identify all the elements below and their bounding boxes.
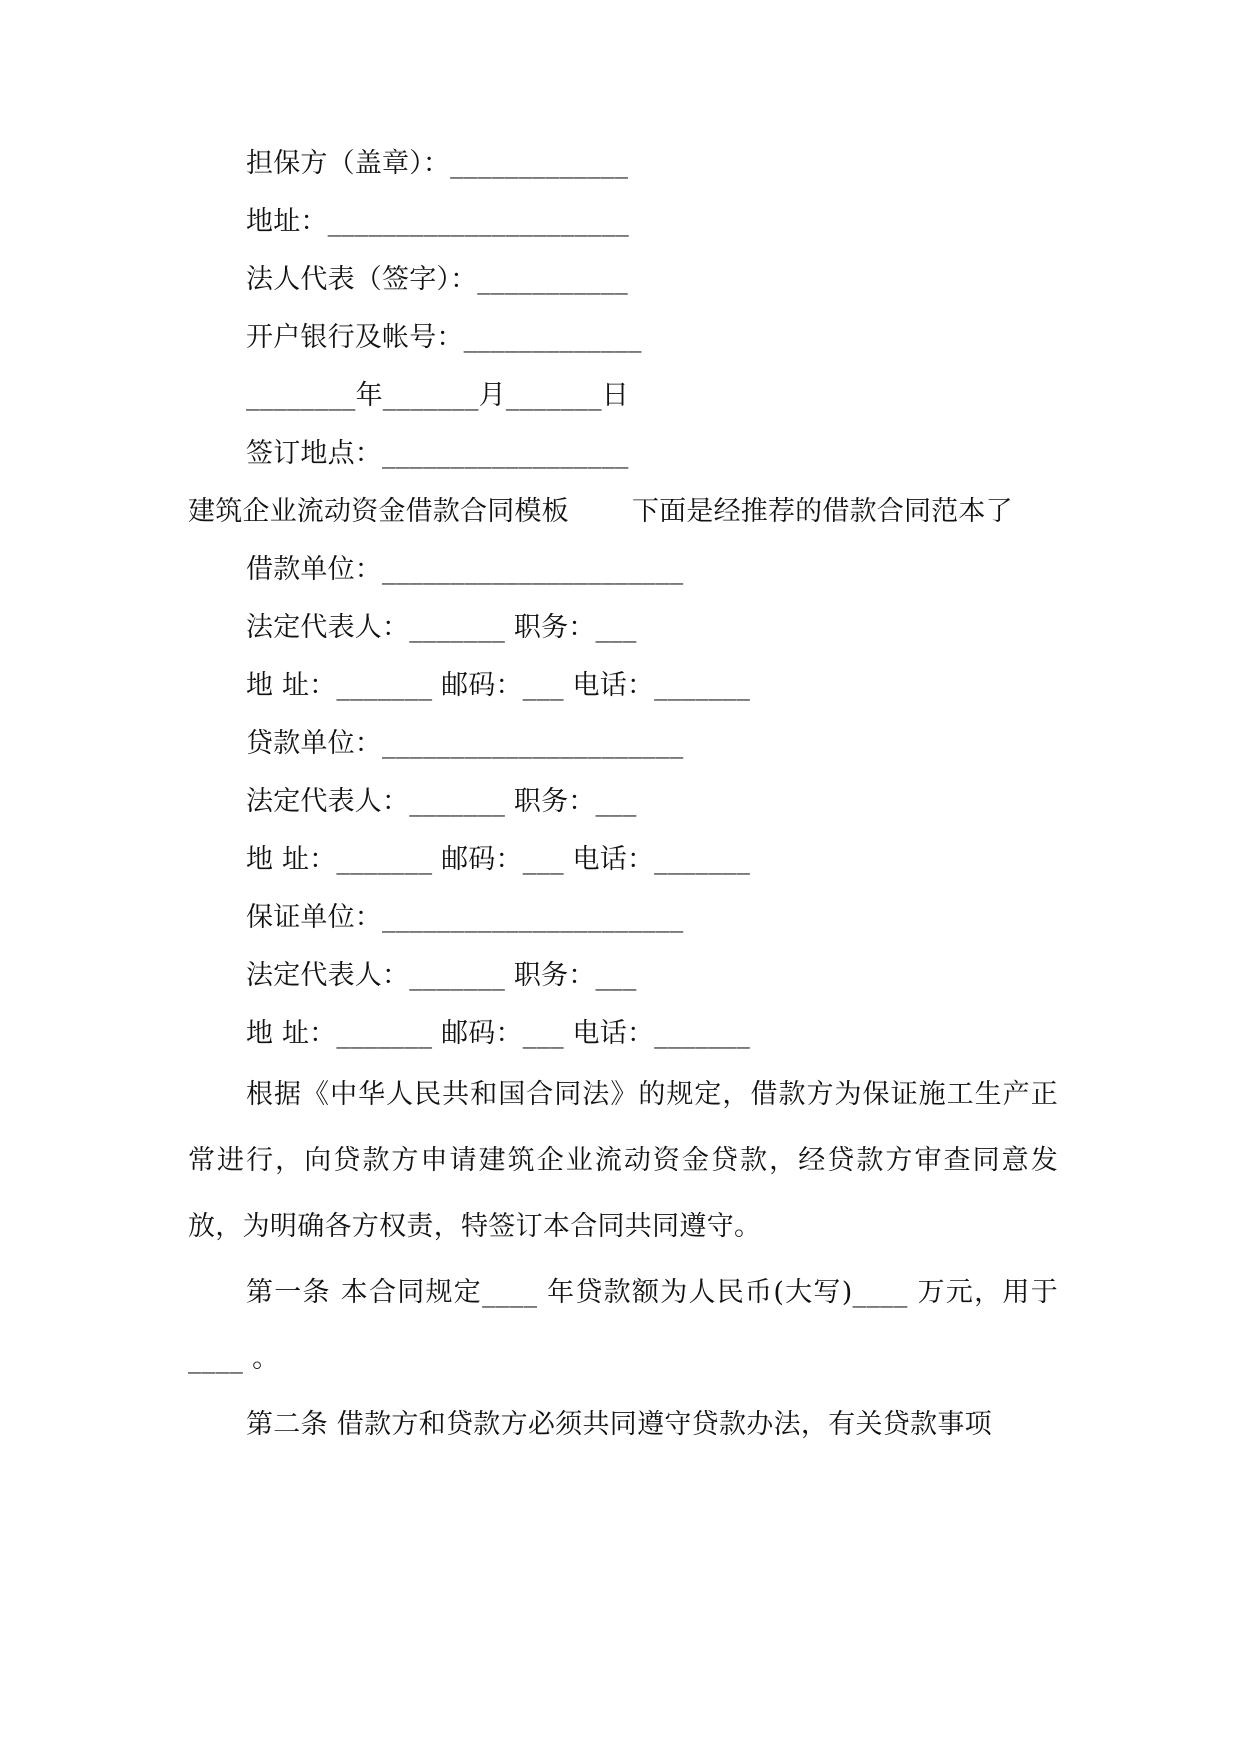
lender-contact-line: 地 址：_______ 邮码：___ 电话：_______: [246, 844, 751, 875]
borrower-representative-line: 法定代表人：_______ 职务：___: [246, 612, 637, 643]
lender-representative-line: 法定代表人：_______ 职务：___: [246, 786, 637, 817]
guarantor-seal-line: 担保方（盖章）：_____________: [246, 148, 629, 179]
guarantee-unit-line: 保证单位：______________________: [246, 902, 684, 933]
guarantee-contact-line: 地 址：_______ 邮码：___ 电话：_______: [246, 1018, 751, 1049]
borrower-unit-line: 借款单位：______________________: [246, 554, 684, 585]
signing-place-line: 签订地点：__________________: [246, 438, 629, 469]
lender-unit-line: 贷款单位：______________________: [246, 728, 684, 759]
borrower-contact-line: 地 址：_______ 邮码：___ 电话：_______: [246, 670, 751, 701]
legal-representative-signature-line: 法人代表（签字）：___________: [246, 264, 628, 295]
date-line: ________年_______月_______日: [246, 380, 629, 411]
contract-basis-paragraph: 根据《中华人民共和国合同法》的规定，借款方为保证施工生产正常进行，向贷款方申请建筑企业流动资金贷款，经贷款方审查同意发放，为明确各方权责，特签订本合同共同遵守。: [188, 1079, 1058, 1242]
bank-account-line: 开户银行及帐号：_____________: [246, 322, 642, 353]
article-two-paragraph: 第二条 借款方和贷款方必须共同遵守贷款办法，有关贷款事项: [246, 1409, 992, 1440]
article-one-paragraph: 第一条 本合同规定____ 年贷款额为人民币(大写)____ 万元，用于____ 。: [188, 1277, 1058, 1374]
section-heading: 建筑企业流动资金借款合同模板 下面是经推荐的借款合同范本了: [188, 496, 1013, 527]
guarantor-address-line: 地址：______________________: [246, 206, 629, 237]
guarantee-representative-line: 法定代表人：_______ 职务：___: [246, 960, 637, 991]
